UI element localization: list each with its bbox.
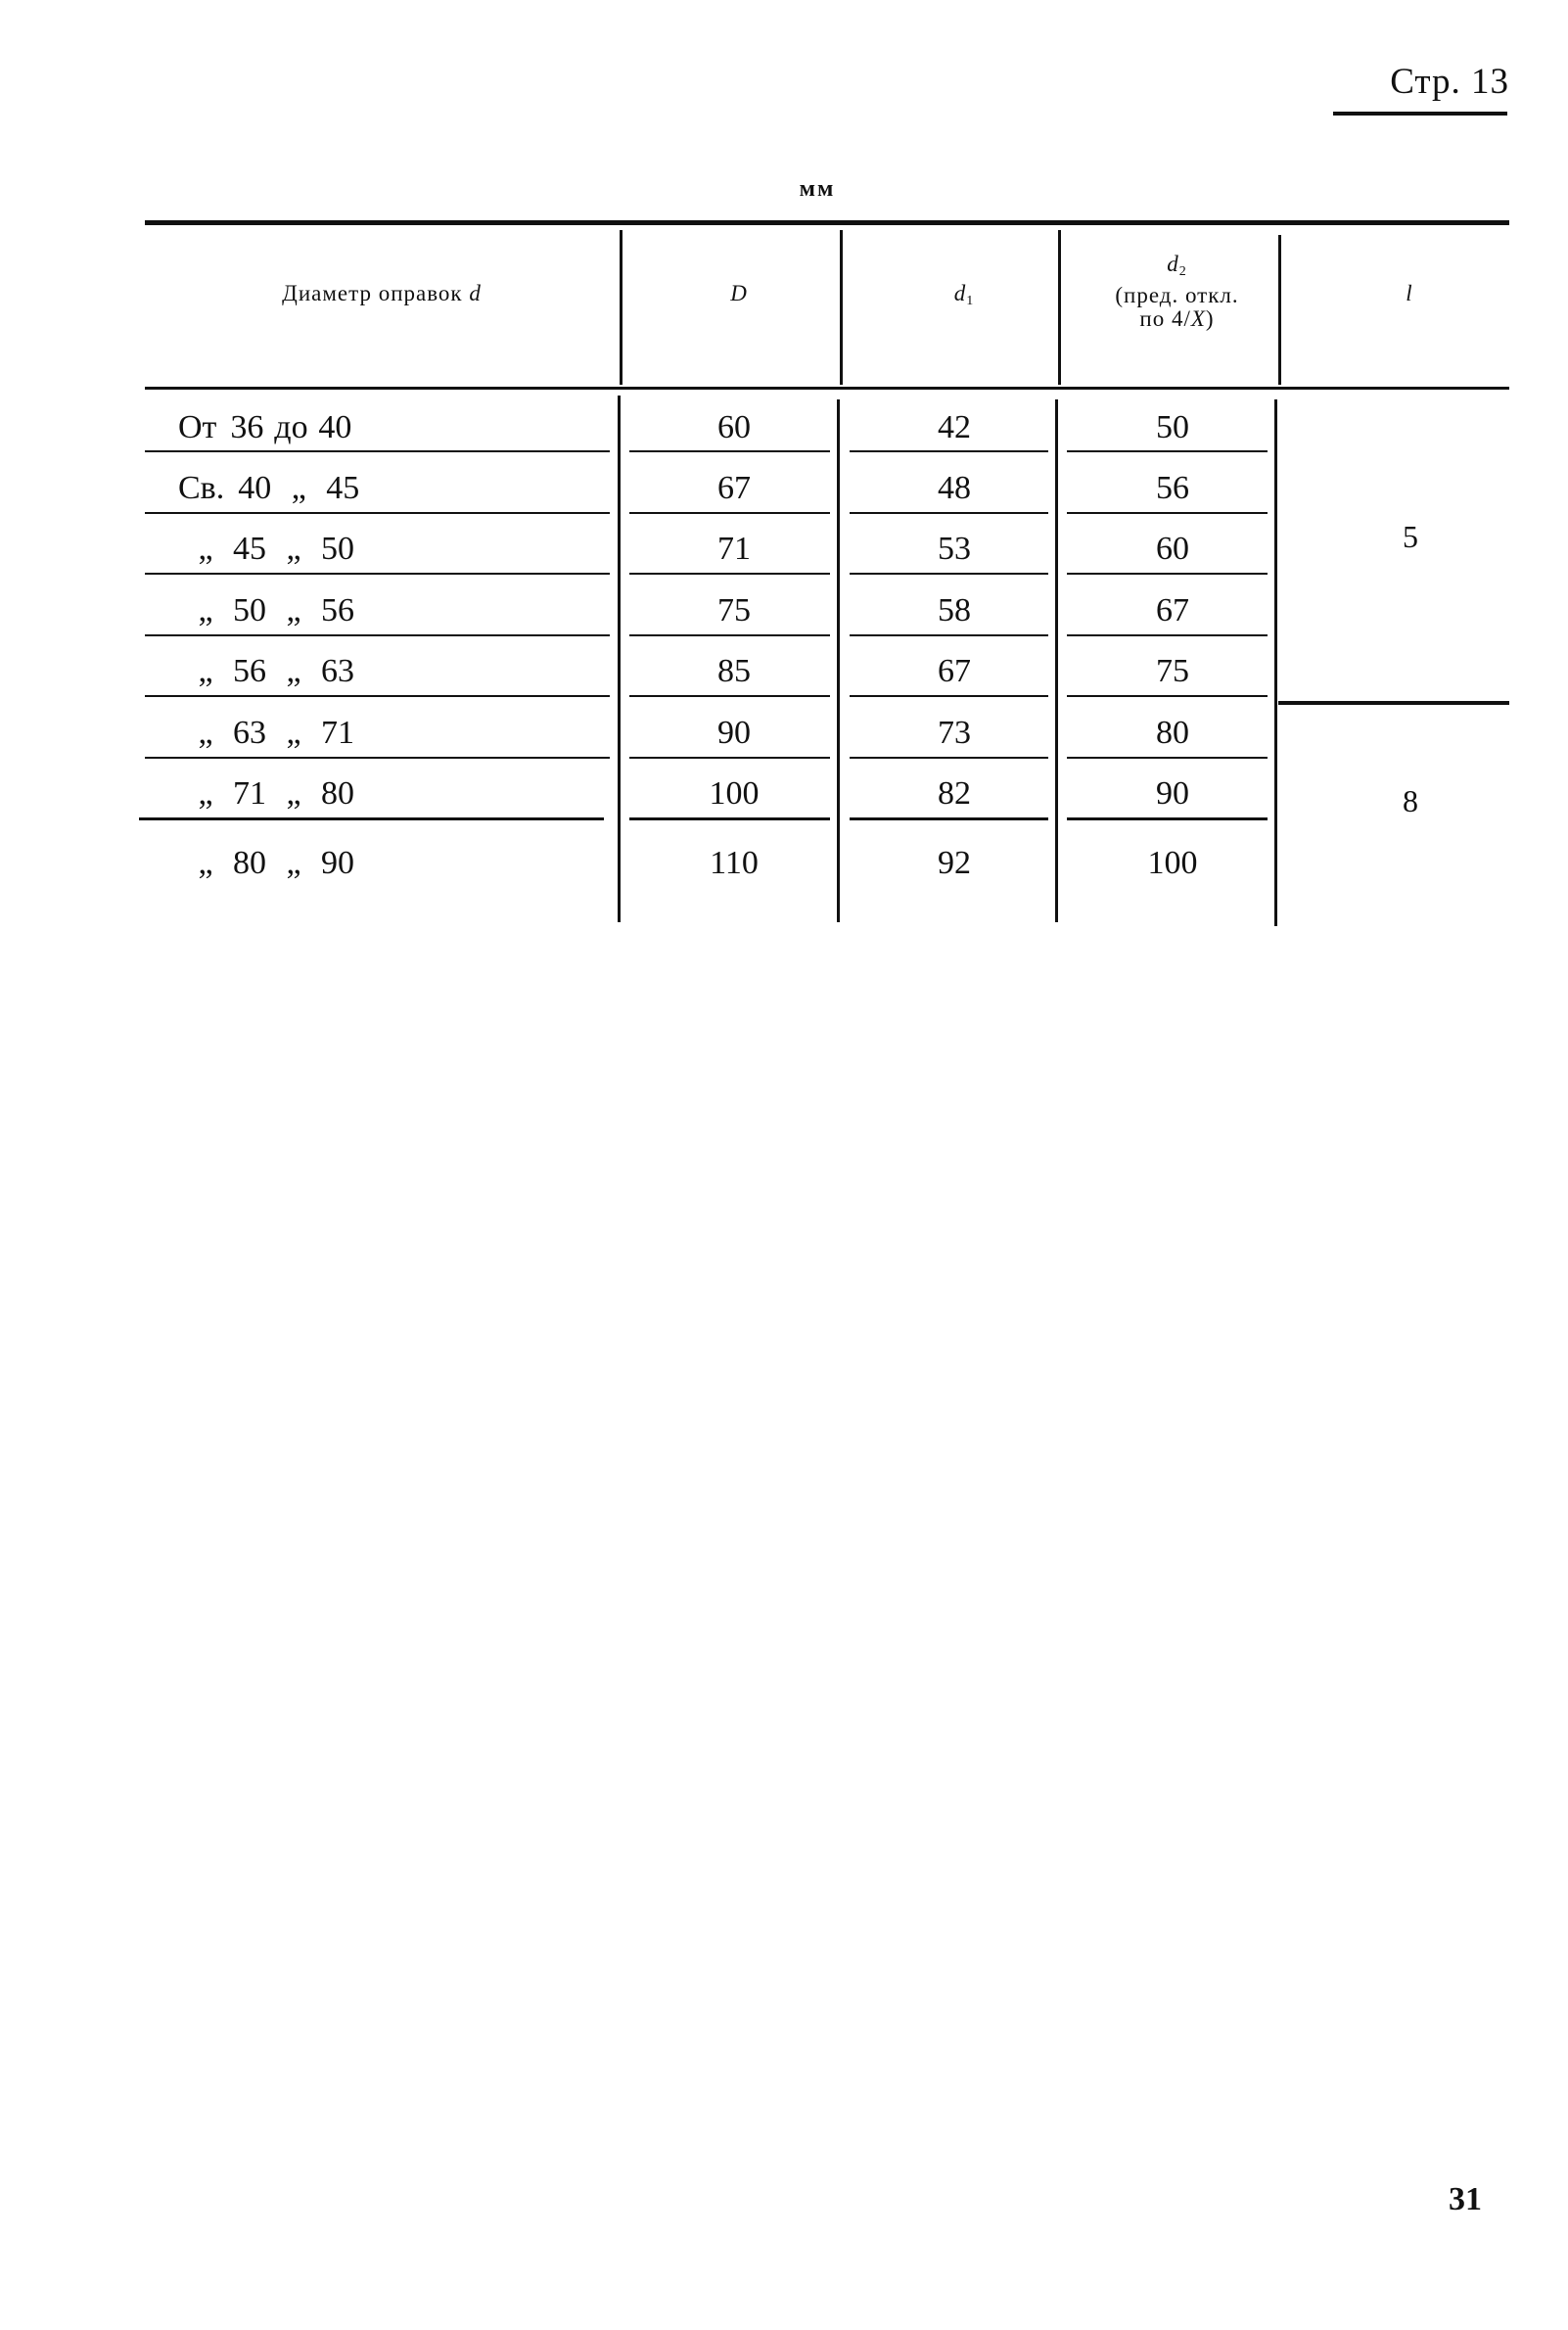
range-to: 71 (321, 715, 354, 751)
page-header-text: Стр. 13 (1390, 62, 1509, 102)
cell-d1: 48 (938, 470, 971, 506)
row-separator-d2 (1067, 757, 1268, 759)
row-separator-d1 (850, 512, 1048, 514)
header-divider-2 (840, 230, 843, 385)
cell-d1: 73 (938, 715, 971, 751)
units-label: мм (799, 176, 836, 202)
row-separator-d2 (1067, 450, 1268, 452)
row-separator-d1 (850, 817, 1048, 820)
row-separator-diameter (145, 512, 610, 514)
page-number: 31 (1449, 2181, 1482, 2217)
cell-D: 100 (709, 775, 760, 812)
cell-diameter-range (178, 469, 589, 508)
row-separator-D (629, 695, 830, 697)
range-to: 40 (318, 409, 352, 445)
cell-d2: 75 (1156, 653, 1189, 689)
page-header (1323, 61, 1509, 103)
range-conjunction: „ (291, 470, 306, 506)
range-prefix: „ (198, 845, 213, 881)
range-to: 63 (321, 653, 354, 689)
cell-D: 67 (717, 470, 751, 506)
range-to: 80 (321, 775, 354, 812)
row-separator-d1 (850, 757, 1048, 759)
range-conjunction: до (274, 409, 308, 445)
cell-d2: 56 (1156, 470, 1189, 506)
cell-diameter-range (186, 530, 597, 569)
range-to: 56 (321, 592, 354, 629)
range-prefix: „ (198, 531, 213, 567)
table-top-rule (145, 220, 1509, 225)
l-value-group-1: 5 (1403, 519, 1418, 554)
header-bottom-rule (145, 387, 1509, 390)
row-separator-diameter (145, 573, 610, 575)
range-prefix: „ (198, 775, 213, 812)
cell-d1: 53 (938, 531, 971, 567)
header-d1-subscript: 1 (966, 294, 975, 308)
header-d-text: Диаметр оправок (282, 281, 470, 305)
header-d2-note-2: по 4/ (1139, 306, 1191, 331)
cell-D: 60 (717, 409, 751, 445)
header-d2-symbol: d (1167, 252, 1179, 276)
cell-D: 90 (717, 715, 751, 751)
cell-diameter-range (186, 591, 597, 630)
cell-d2: 60 (1156, 531, 1189, 567)
row-separator-diameter (145, 757, 610, 759)
cell-d2: 50 (1156, 409, 1189, 445)
cell-diameter-range (186, 844, 597, 883)
range-conjunction: „ (286, 592, 301, 629)
range-conjunction: „ (286, 653, 301, 689)
row-separator-d1 (850, 634, 1048, 636)
l-group-separator (1278, 701, 1509, 705)
cell-diameter-range (186, 714, 597, 753)
row-separator-d1 (850, 450, 1048, 452)
page-header-rule (1333, 112, 1507, 116)
header-d2-note-close: ) (1205, 306, 1215, 331)
row-separator-diameter (145, 450, 610, 452)
cell-d1: 92 (938, 845, 971, 881)
row-separator-D (629, 573, 830, 575)
range-conjunction: „ (286, 845, 301, 881)
range-from: 40 (238, 470, 272, 506)
body-divider-1 (618, 396, 621, 922)
cell-d1: 58 (938, 592, 971, 629)
row-separator-d2 (1067, 573, 1268, 575)
row-separator-diameter (139, 817, 604, 820)
cell-d2: 90 (1156, 775, 1189, 812)
header-D (636, 282, 842, 305)
header-D-symbol: D (730, 281, 748, 305)
range-to: 90 (321, 845, 354, 881)
range-conjunction: „ (286, 715, 301, 751)
row-separator-d1 (850, 695, 1048, 697)
cell-d1: 42 (938, 409, 971, 445)
cell-d1: 67 (938, 653, 971, 689)
header-d (166, 282, 597, 305)
cell-D: 75 (717, 592, 751, 629)
range-from: 50 (233, 592, 266, 629)
range-conjunction: „ (286, 531, 301, 567)
cell-D: 85 (717, 653, 751, 689)
cell-d1: 82 (938, 775, 971, 812)
header-d2-note-symbol: X (1190, 306, 1206, 331)
range-prefix: „ (198, 592, 213, 629)
row-separator-d1 (850, 573, 1048, 575)
row-separator-D (629, 450, 830, 452)
row-separator-d2 (1067, 817, 1268, 820)
range-prefix: „ (198, 653, 213, 689)
header-l-symbol: l (1406, 281, 1413, 305)
range-from: 71 (233, 775, 266, 812)
cell-D: 110 (710, 845, 759, 881)
cell-diameter-range (178, 408, 589, 447)
cell-d2: 100 (1147, 845, 1198, 881)
row-separator-diameter (145, 695, 610, 697)
header-d-symbol: d (469, 281, 482, 305)
range-prefix: Св. (178, 470, 225, 506)
l-value-group-2: 8 (1403, 783, 1418, 818)
cell-diameter-range (186, 774, 597, 814)
row-separator-d2 (1067, 695, 1268, 697)
range-from: 45 (233, 531, 266, 567)
row-separator-d2 (1067, 634, 1268, 636)
range-to: 45 (326, 470, 360, 506)
row-separator-d2 (1067, 512, 1268, 514)
range-from: 36 (230, 409, 264, 445)
row-separator-D (629, 757, 830, 759)
cell-d2: 67 (1156, 592, 1189, 629)
range-from: 56 (233, 653, 266, 689)
header-d2-note-1: (пред. откл. (1115, 283, 1239, 307)
range-prefix: „ (198, 715, 213, 751)
range-conjunction: „ (286, 775, 301, 812)
body-divider-2 (837, 399, 840, 922)
header-d2 (1072, 253, 1282, 331)
cell-diameter-range (186, 652, 597, 691)
range-from: 63 (233, 715, 266, 751)
row-separator-D (629, 634, 830, 636)
row-separator-diameter (145, 634, 610, 636)
range-prefix: От (178, 409, 217, 445)
range-to: 50 (321, 531, 354, 567)
header-divider-1 (620, 230, 623, 385)
header-l (1302, 282, 1517, 305)
row-separator-D (629, 817, 830, 820)
header-d1 (861, 282, 1067, 313)
cell-D: 71 (717, 531, 751, 567)
header-d2-subscript: 2 (1178, 264, 1187, 279)
row-separator-D (629, 512, 830, 514)
header-d1-symbol: d (953, 281, 967, 305)
range-from: 80 (233, 845, 266, 881)
cell-d2: 80 (1156, 715, 1189, 751)
